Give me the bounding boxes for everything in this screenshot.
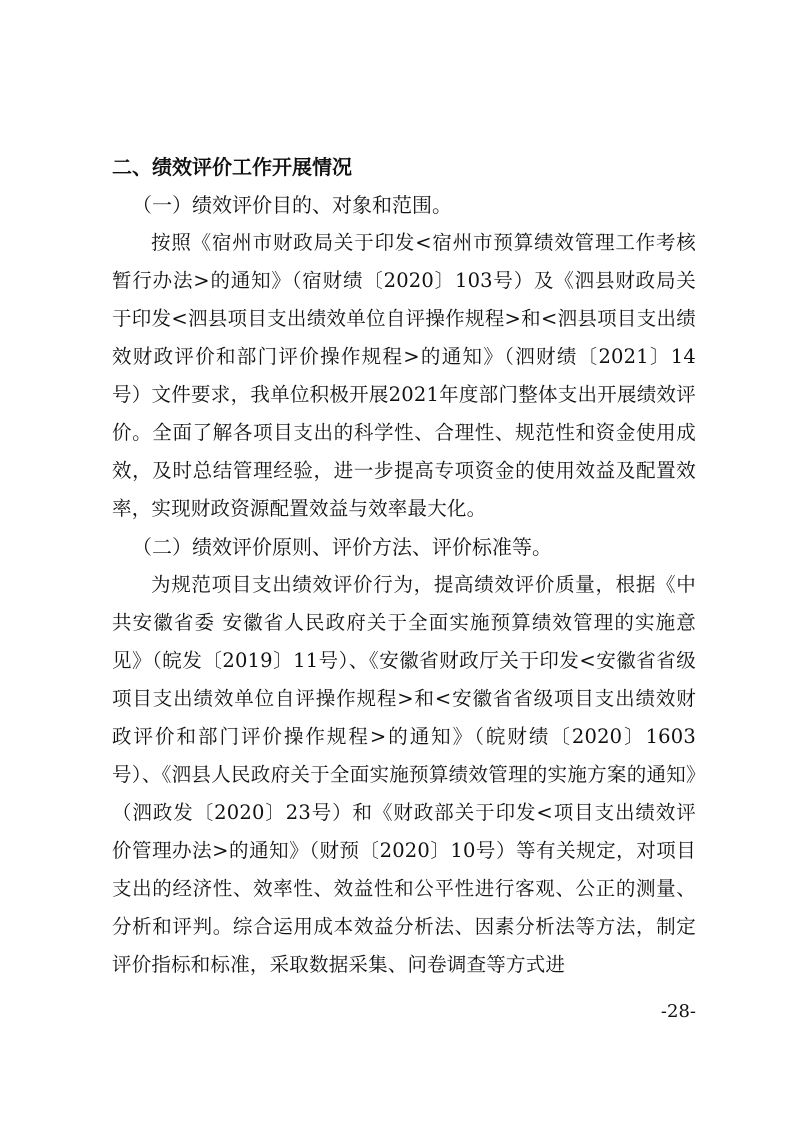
document-body (112, 148, 696, 984)
body-paragraph-1: 按照《宿州市财政局关于印发<宿州市预算绩效管理工作考核暂行办法>的通知》（宿财绩〔2020〕103号）及《泗县财政局关于印发<泗县项目支出绩效单位自评操作规程>和<泗县项目支出绩效财政评价和部门评价操作规程>的通知》（泗财绩〔2021〕14号）文件要求，我单位积极开展2021年度部门整体支出开展绩效评价。全面了解各项目支出的科学性、合理性、规范性和资金使用成效，及时总结管理经验，进一步提高专项资金的使用效益及配置效率，实现财政资源配置效益与效率最大化。 (112, 231, 696, 520)
section-heading: 二、绩效评价工作开展情况 (112, 155, 352, 179)
body-paragraph-2: 为规范项目支出绩效评价行为，提高绩效评价质量，根据《中共安徽省委 安徽省人民政府关于全面实施预算绩效管理的实施意见》（皖发〔2019〕11号）、《安徽省财政厅关于印发<安徽省省级项目支出绩效单位自评操作规程>和<安徽省省级项目支出绩效财政评价和部门评价操作规程>的通知》（皖财绩〔2020〕1603号）、《泗县人民政府关于全面实施预算绩效管理的实施方案的通知》（泗政发〔2020〕23号）和《财政部关于印发<项目支出绩效评价管理办法>的通知》（财预〔2020〕10号）等有关规定，对项目支出的经济性、效率性、效益性和公平性进行客观、公正的测量、分析和评判。综合运用成本效益分析法、因素分析法等方法，制定评价指标和标准，采取数据采集、问卷调查等方式进 (112, 573, 696, 976)
subsection-heading-2: （二）绩效评价原则、评价方法、评价标准等。 (132, 535, 552, 559)
page-number: -28- (660, 1001, 696, 1022)
subsection-heading-1: （一）绩效评价目的、对象和范围。 (132, 193, 452, 217)
